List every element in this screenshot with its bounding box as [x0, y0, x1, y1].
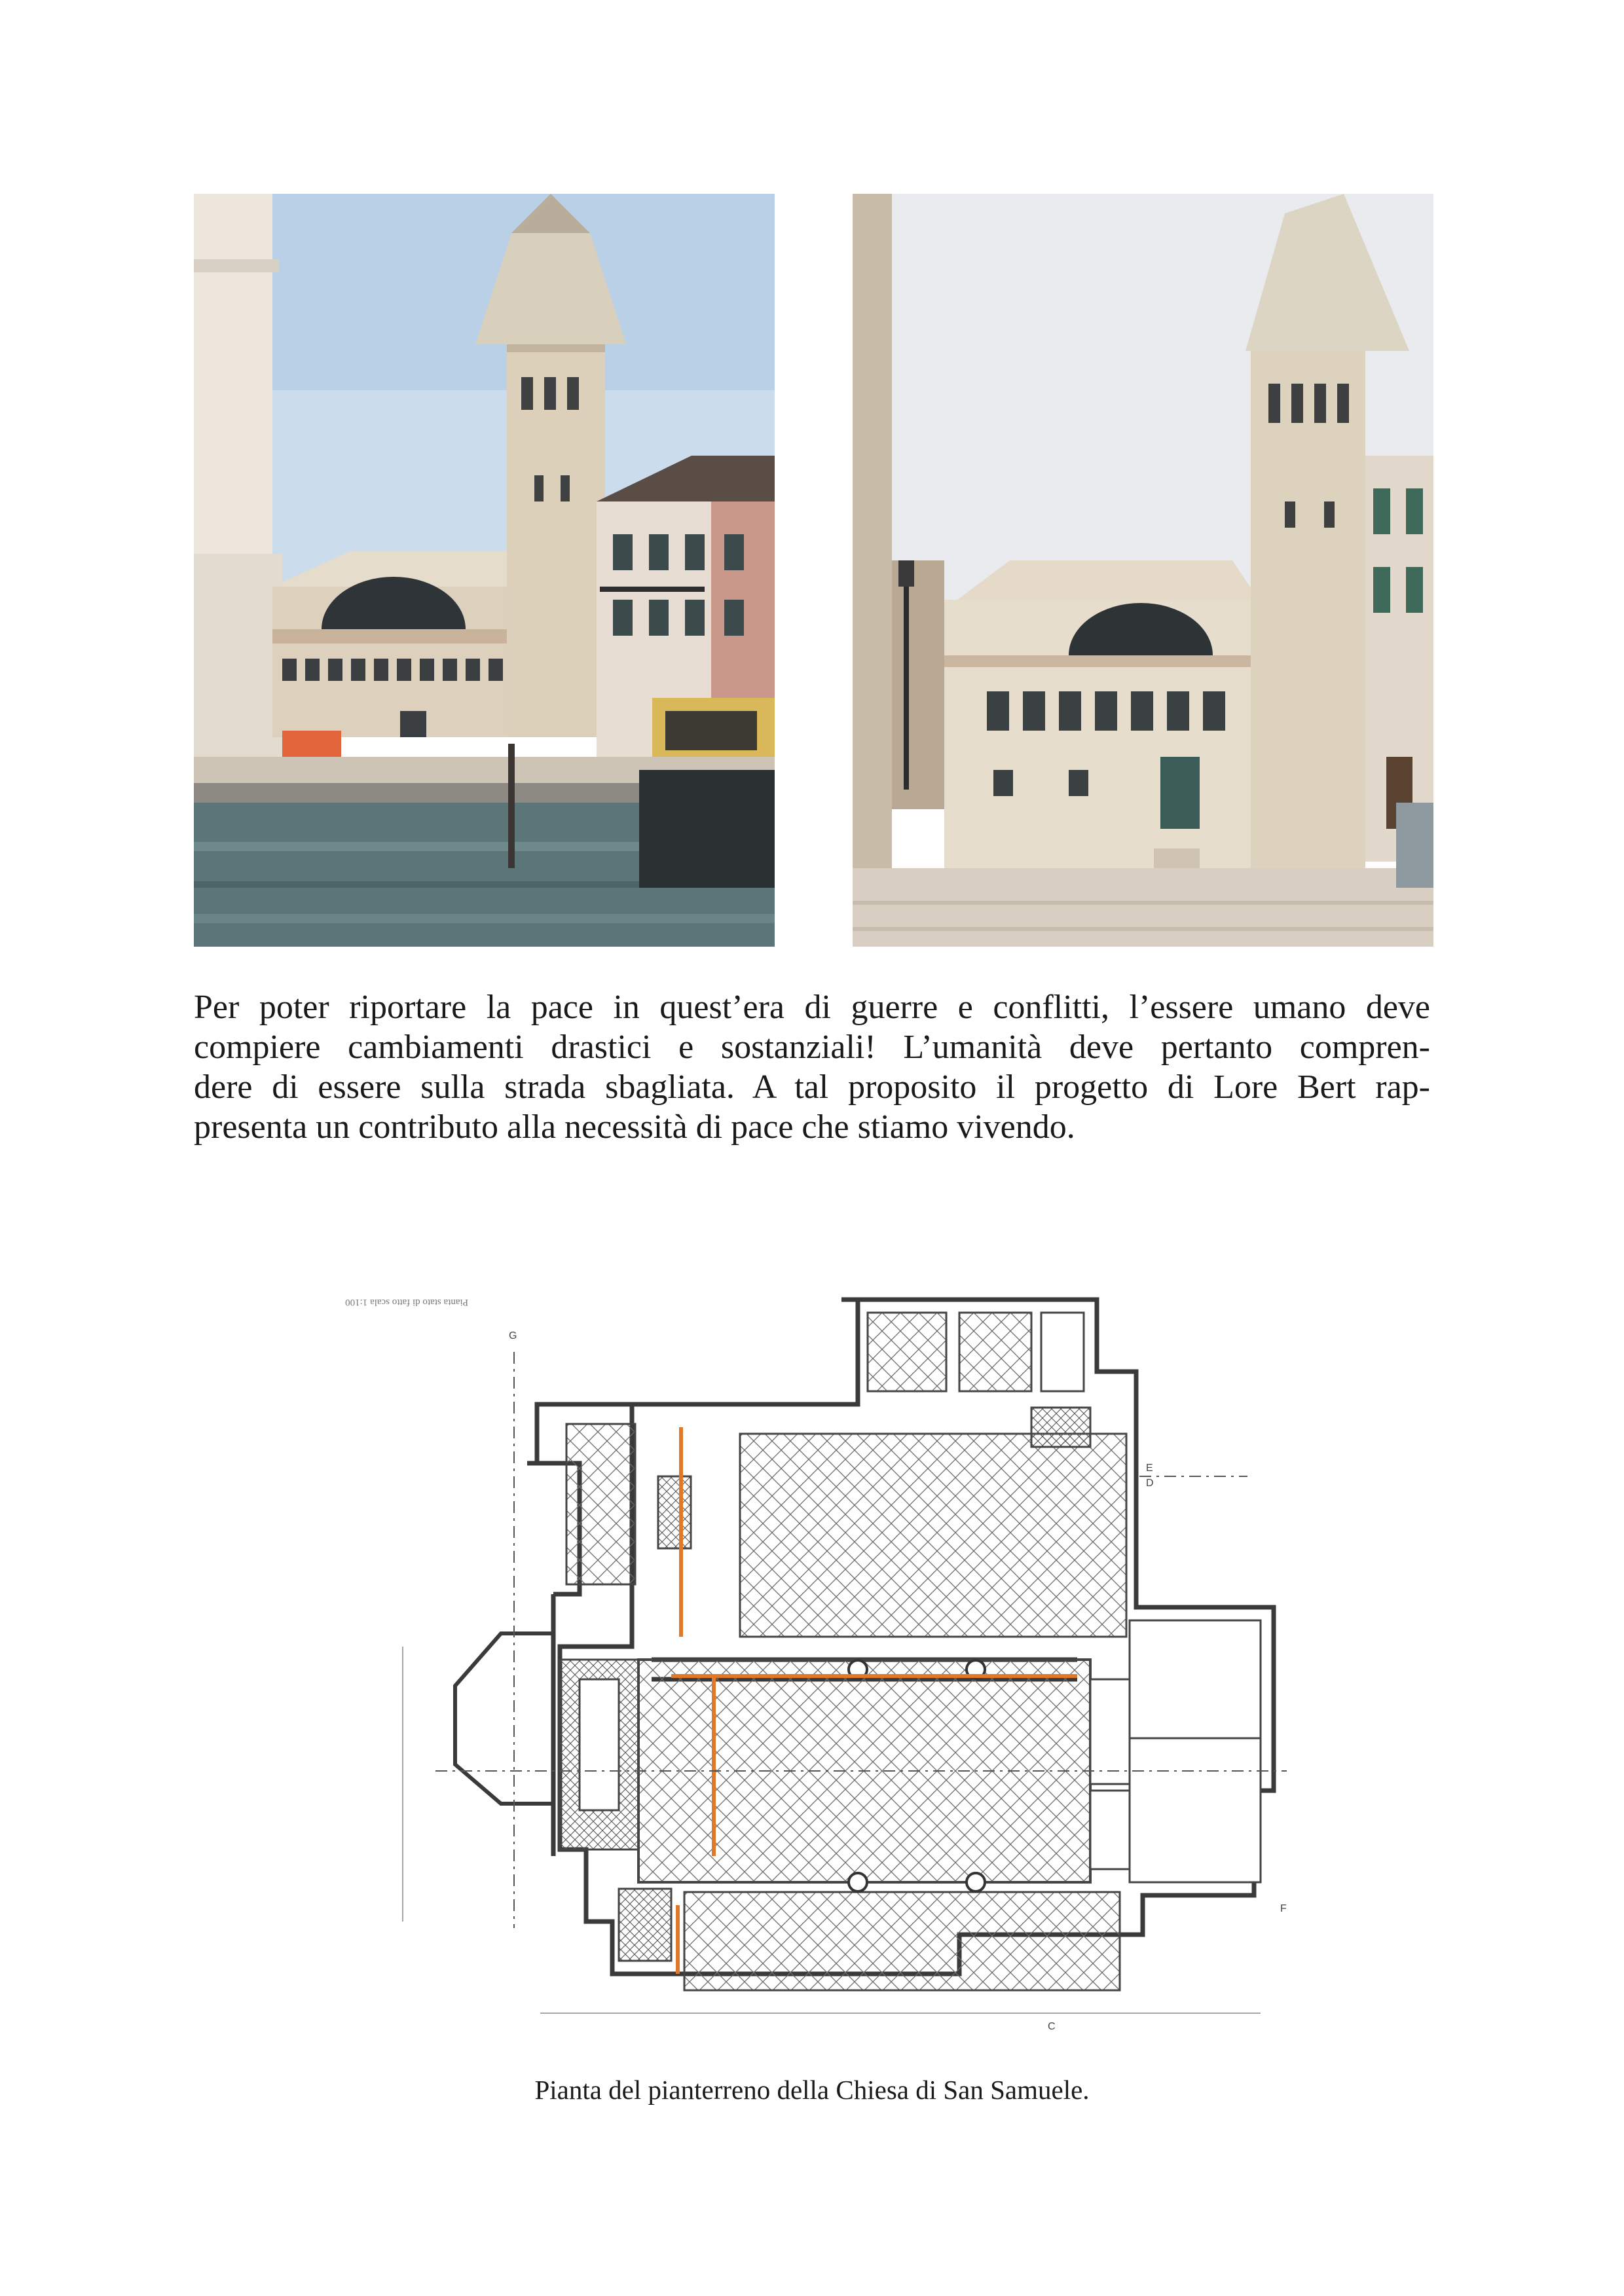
section-mark-e: E — [1146, 1463, 1153, 1474]
church-photo-canal-view — [194, 194, 775, 947]
church-photo-campo-view — [853, 194, 1433, 947]
paragraph-line: Per poter riportare la pace in quest’era di guerre e conflitti, l’essere umano deve — [194, 989, 1430, 1026]
section-mark-c: C — [1048, 2021, 1056, 2032]
paragraph-line: compiere cambiamenti drastici e sostanziali! L’umanità deve pertanto compren- — [194, 1029, 1430, 1066]
church-floor-plan — [304, 1267, 1359, 2043]
section-mark-g: G — [509, 1330, 517, 1341]
paragraph-line: dere di essere sulla strada sbagliata. A tal proposito il progetto di Lore Bert rap- — [194, 1068, 1430, 1106]
body-paragraph — [194, 987, 1430, 1147]
plan-header-note: Pianta stato di fatto scala 1:100 — [345, 1297, 468, 1307]
section-mark-d: D — [1146, 1478, 1154, 1489]
section-mark-f: F — [1280, 1903, 1287, 1914]
figure-caption: Pianta del pianterreno della Chiesa di San Samuele. — [534, 2075, 1090, 2105]
paragraph-line: presenta un contributo alla necessità di pace che stiamo vivendo. — [194, 1108, 1075, 1146]
